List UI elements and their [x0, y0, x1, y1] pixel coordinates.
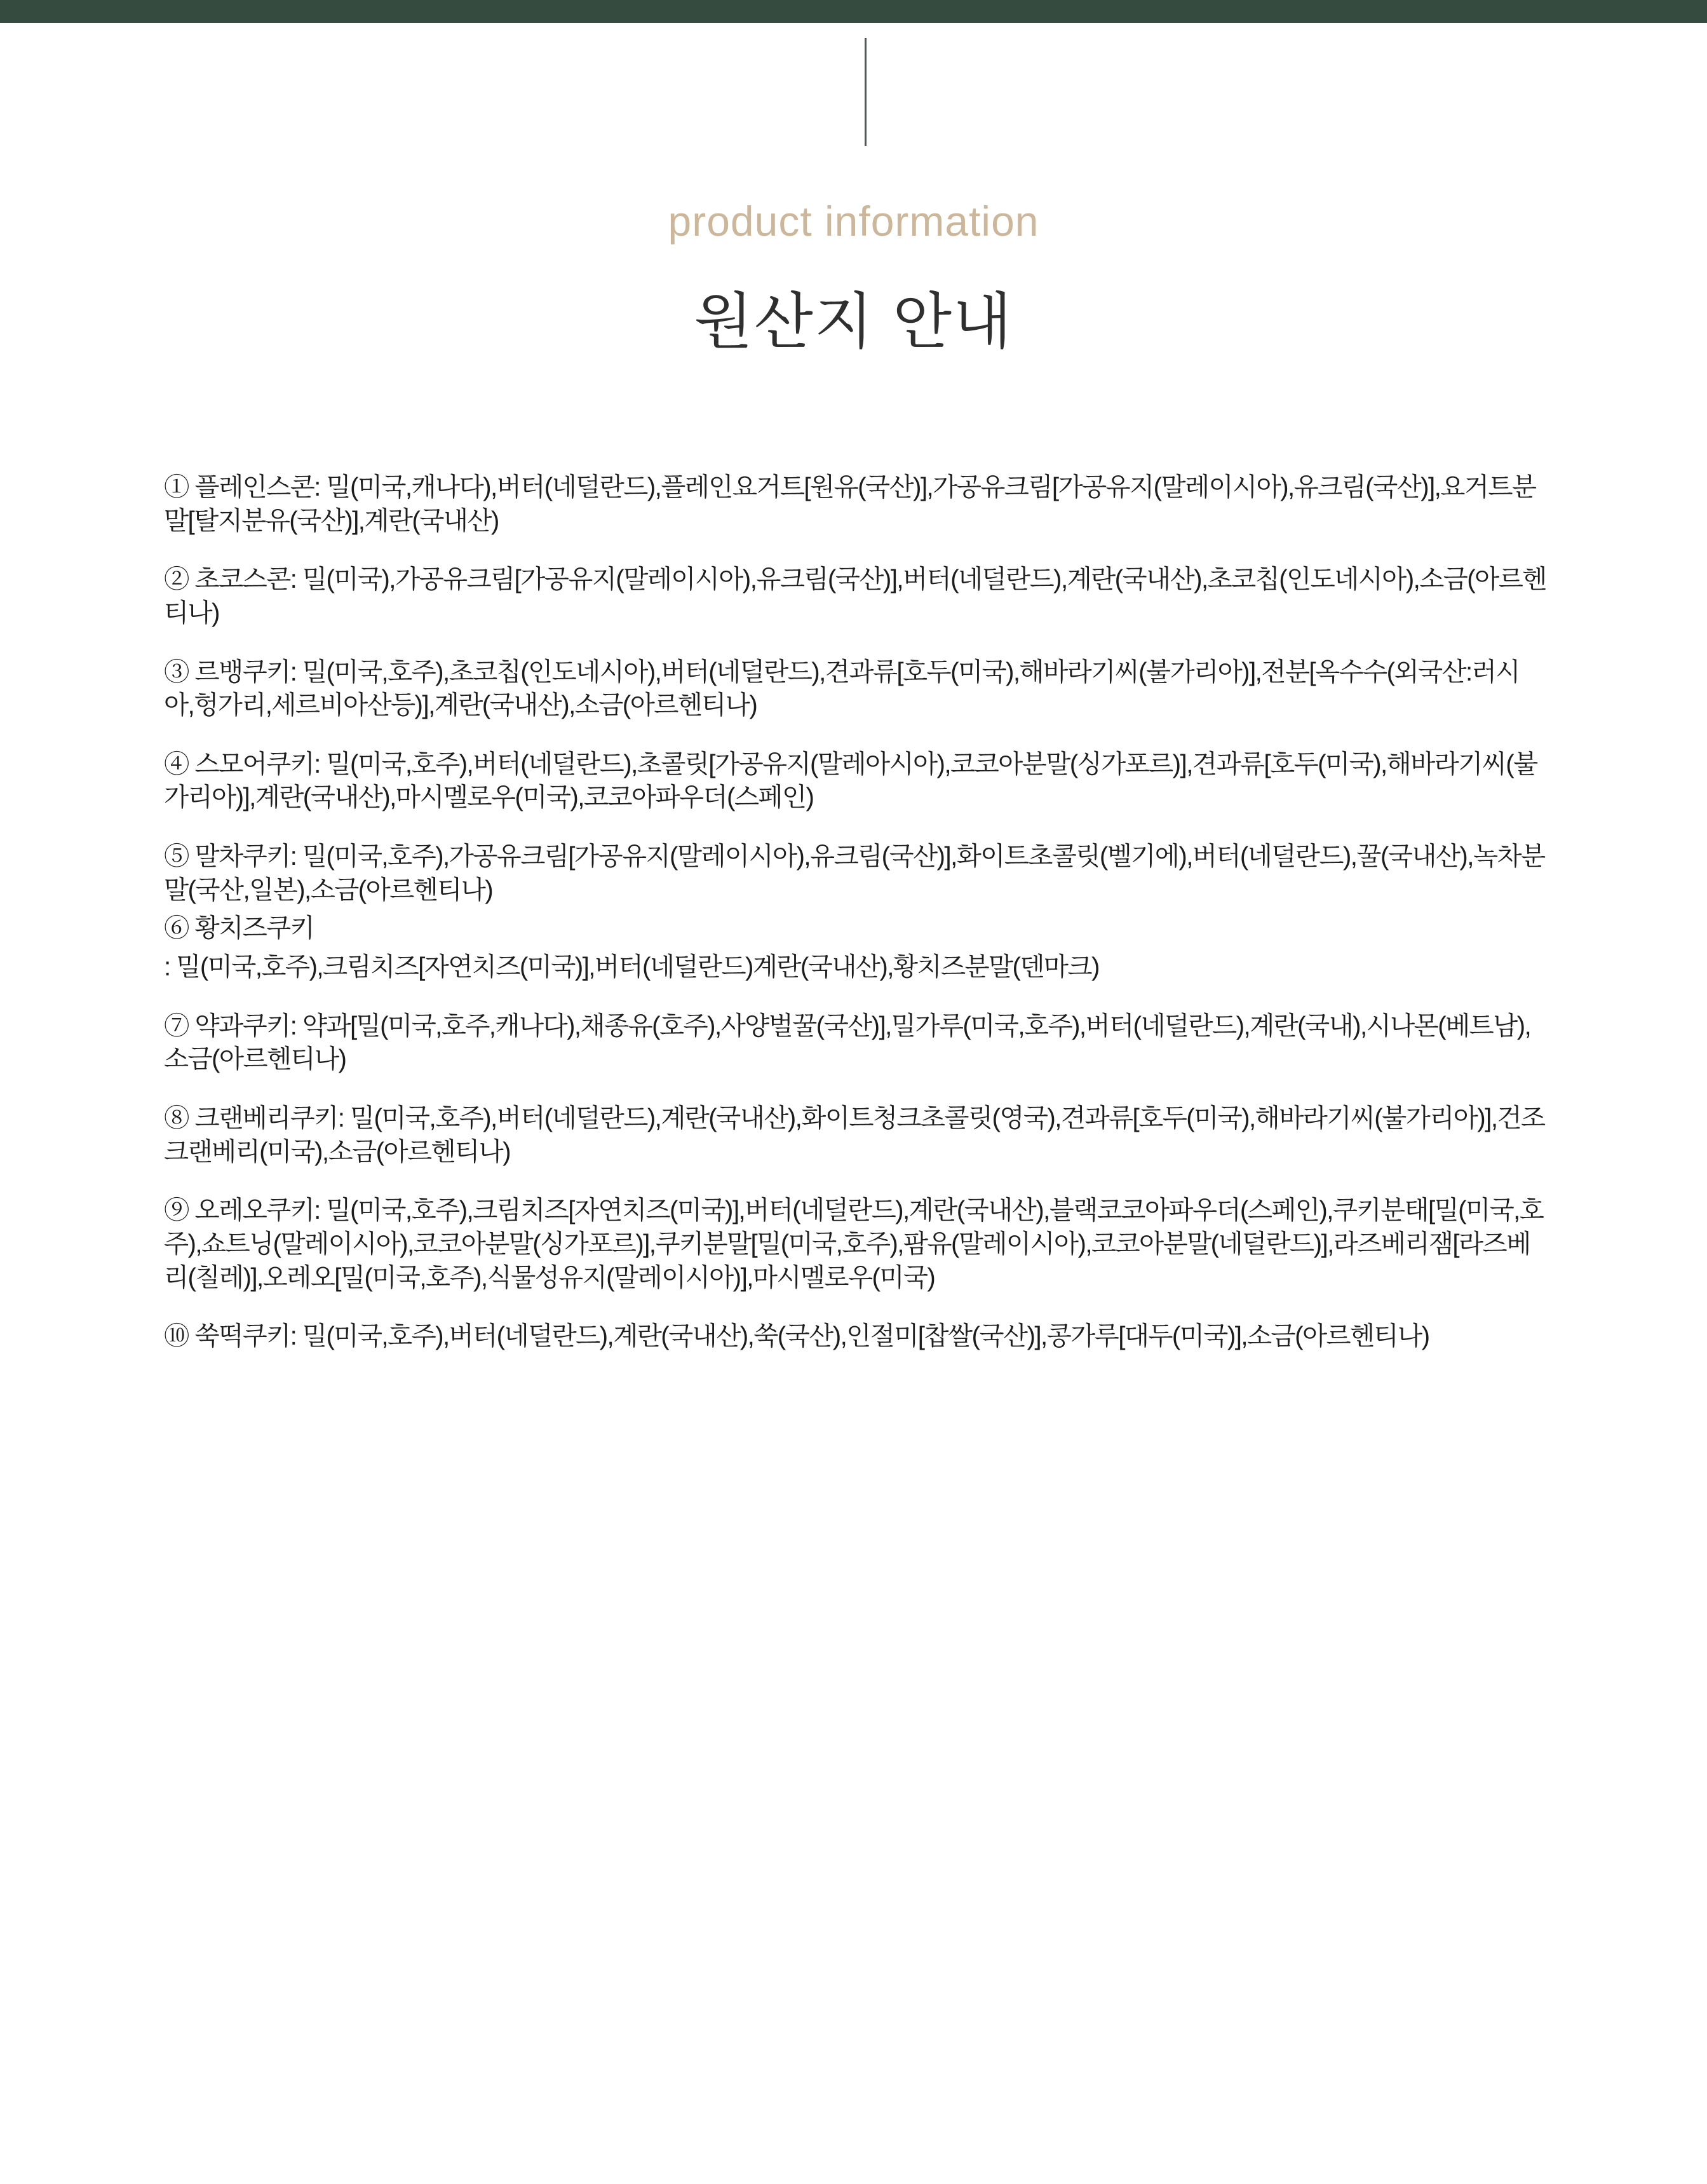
list-item: ⑨ 오레오쿠키: 밀(미국,호주),크림치즈[자연치즈(미국)],버터(네덜란드),계란(국내산),블랙코코아파우더(스페인),쿠키분태[밀(미국,호주),쇼트닝(말레이시아),코코아분말(싱가포르)],쿠키분말[밀(미국,호주),팜유(말레이시아),코코아분말(네덜란드)],라즈베리잼[라즈베리(칠레)],오레오[밀(미국,호주),식물성유지(말레이시아)],마시멜로우(미국) — [164, 1195, 1544, 1292]
list-item: ④ 스모어쿠키: 밀(미국,호주),버터(네덜란드),초콜릿[가공유지(말레아시아),코코아분말(싱가포르)],견과류[호두(미국),해바라기씨(불가리아)],계란(국내산),마시멜로우(미국),코코아파우더(스페인) — [164, 749, 1537, 812]
list-item: ⑧ 크랜베리쿠키: 밀(미국,호주),버터(네덜란드),계란(국내산),화이트청크초콜릿(영국),견과류[호두(미국),해바라기씨(불가리아)],건조크랜베리(미국),소금(아르헨티나) — [164, 1102, 1545, 1166]
list-item: ⑥ 황치즈쿠키 — [164, 913, 314, 943]
vertical-divider-line — [865, 38, 867, 146]
list-item: ① 플레인스콘: 밀(미국,캐나다),버터(네덜란드),플레인요거트[원유(국산)],가공유크림[가공유지(말레이시아),유크림(국산)],요거트분말[탈지분유(국산)],계란(국내산) — [164, 472, 1536, 535]
list-item: ⑦ 약과쿠키: 약과[밀(미국,호주,캐나다),채종유(호주),사양벌꿀(국산)],밀가루(미국,호주),버터(네덜란드),계란(국내),시나몬(베트남),소금(아르헨티나) — [164, 1010, 1531, 1074]
list-item: ⑩ 쑥떡쿠키: 밀(미국,호주),버터(네덜란드),계란(국내산),쑥(국산),인절미[찹쌀(국산)],콩가루[대두(미국)],소금(아르헨티나) — [164, 1321, 1429, 1351]
origin-list — [164, 470, 1549, 1353]
list-item: ③ 르뱅쿠키: 밀(미국,호주),초코칩(인도네시아),버터(네덜란드),견과류[호두(미국),해바라기씨(불가리아)],전분[옥수수(외국산:러시아,헝가리,세르비아산등)],계란(국내산),소금(아르헨티나) — [164, 656, 1520, 720]
page-title: 원산지 안내 — [694, 288, 1013, 356]
page-eyebrow: product information — [668, 198, 1039, 245]
list-item: : 밀(미국,호주),크림치즈[자연치즈(미국)],버터(네덜란드)계란(국내산),황치즈분말(덴마크) — [164, 952, 1099, 982]
list-item: ② 초코스콘: 밀(미국),가공유크림[가공유지(말레이시아),유크림(국산)],버터(네덜란드),계란(국내산),초코칩(인도네시아),소금(아르헨티나) — [164, 564, 1546, 627]
list-item: ⑤ 말차쿠키: 밀(미국,호주),가공유크림[가공유지(말레이시아),유크림(국산)],화이트초콜릿(벨기에),버터(네덜란드),꿀(국내산),녹차분말(국산,일본),소금(아르헨티나) — [164, 841, 1545, 904]
top-accent-bar — [0, 0, 1707, 23]
